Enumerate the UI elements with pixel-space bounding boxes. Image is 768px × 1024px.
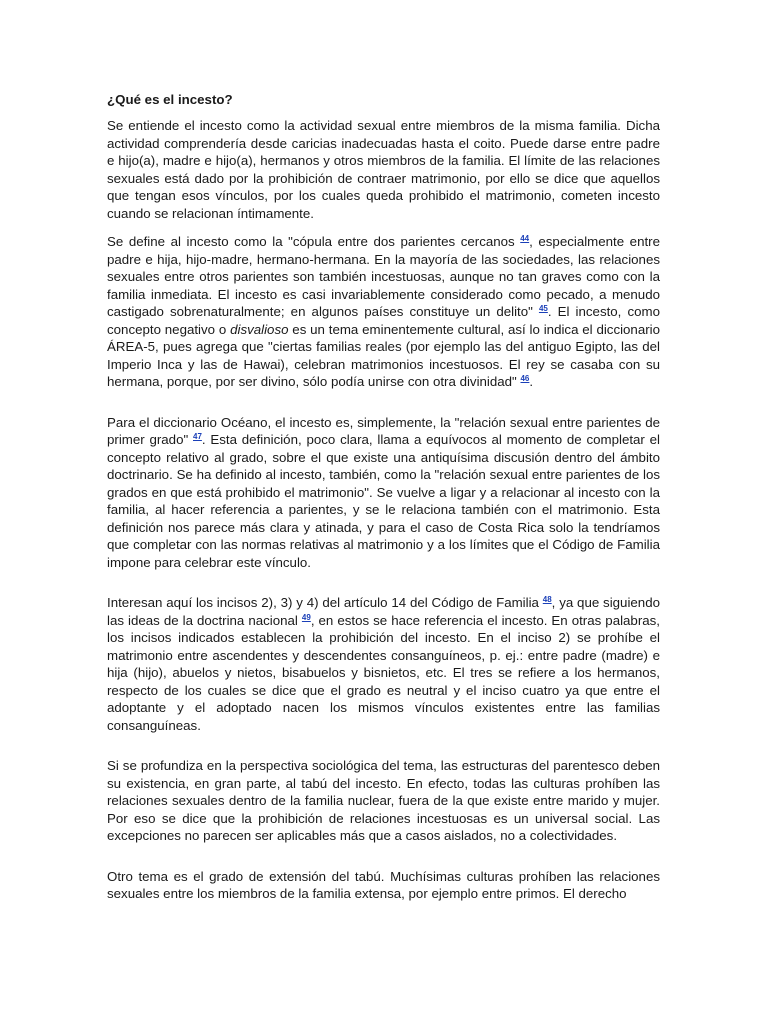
text-run: Para el diccionario Océano, el incesto es, simplemente, la "relación sexual entre parientes de primer grado" <box>107 414 660 447</box>
text-run: . <box>529 374 534 389</box>
text-run: . Esta definición, poco clara, llama a equívocos al momento de completar el concepto relativo al grado, sobre el que existe una antiquísima discusión dentro del ámbito doctrinario. Se ha definido al incesto, también, como la "relación sexual entre parientes de los grados en que está prohibido el matrimonio". Se vuelve a ligar y a relacionar al incesto con la familia, al hacer referencia a parientes, y se le relaciona también con el matrimonio. Esta definición nos parece más clara y atinada, y para el caso de Costa Rica solo la tendríamos que completar con las normas relativas al matrimonio y a los límites que el Código de Familia impone para celebrar este vínculo. <box>107 432 660 570</box>
footnote-link-47[interactable]: 47 <box>193 432 202 441</box>
text-run: es un tema eminentemente cultural, así lo indica el diccionario ÁREA-5, pues agrega que "ciertas familias reales (por ejemplo las del antiguo Egipto, las del Imperio Inca y las de Hawai), celebran matrimonios incestuosos. El rey se casaba con su hermana, porque, por ser divino, sólo podía unirse con otra divinidad" <box>107 321 661 389</box>
text-run: , especialmente entre padre e hija, hijo-madre, hermano-hermana. En la mayoría de las sociedades, las relaciones sexuales entre otros parientes son también incestuosas, aunque no tan graves como con la familia inmediata. El incesto es casi invariablemente considerado como pecado, a menudo castigado sobrenaturalmente; en algunos países constituye un delito" <box>107 234 660 319</box>
italic-term: disvalioso <box>230 321 289 337</box>
section-heading: ¿Qué es el incesto? <box>107 92 233 107</box>
footnote-link-49[interactable]: 49 <box>301 612 311 622</box>
text-run: Interesan aquí los incisos 2), 3) y 4) del artículo 14 del Código de Familia <box>107 595 543 610</box>
text-run: , en estos se hace referencia el incesto. En otras palabras, los incisos indicados establecen la prohibición del incesto. En el inciso 2) se prohíbe el matrimonio entre ascendentes y descendentes consanguíneos, p. ej.: entre padre (madre) e hija (hijo), abuelos y nietos, bisabuelos y bisnietos, etc. El tres se refiere a los hermanos, respecto de los cuales se dice que el grado es neutral y el inciso cuatro ya que entre el adoptante y el adoptado nacen los mismos vínculos existentes entre las familias consanguíneas. <box>107 612 660 733</box>
text-run: Se define al incesto como la "cópula entre dos parientes cercanos <box>107 234 521 249</box>
paragraph-definition: Se entiende el incesto como la actividad sexual entre miembros de la misma familia. Dicha actividad comprendería desde caricias inadecuadas hasta el coito. Puede darse entre padre e hijo(a), madre e hijo(a), hermanos y otros miembros de la familia. El límite de las relaciones sexuales está dado por la prohibición de contraer matrimonio, por ello se dice que aquellos que tengan esos vínculos, por los cuales queda prohibido el matrimonio, cometen incesto cuando se relacionan íntimamente. <box>107 118 660 221</box>
text-run: , ya que siguiendo las ideas de la doctrina nacional <box>107 595 660 628</box>
footnote-link-48[interactable]: 48 <box>542 595 552 604</box>
footnote-link-46[interactable]: 46 <box>520 374 530 383</box>
paragraph-define-incest <box>107 233 660 391</box>
footnote-link-44[interactable]: 44 <box>520 234 530 243</box>
paragraph-extension-tabu: Otro tema es el grado de extensión del tabú. Muchísimas culturas prohíben las relaciones sexuales entre los miembros de la familia extensa, por ejemplo entre primos. El derecho <box>107 868 660 901</box>
paragraph-codigo-familia <box>107 594 660 734</box>
text-run: . El incesto, como concepto negativo o <box>107 304 660 337</box>
paragraph-sociologia: Si se profundiza en la perspectiva sociológica del tema, las estructuras del parentesco deben su existencia, en gran parte, al tabú del incesto. En efecto, todas las culturas prohíben las relaciones sexuales dentro de la familia nuclear, fuera de la que existe entre marido y mujer. Por eso se dice que la prohibición de relaciones incestuosas es un universal social. Las excepciones no parecen ser aplicables más que a casos aislados, no a colectividades. <box>107 758 660 843</box>
paragraph-oceano <box>107 414 660 572</box>
footnote-link-45[interactable]: 45 <box>538 304 548 313</box>
